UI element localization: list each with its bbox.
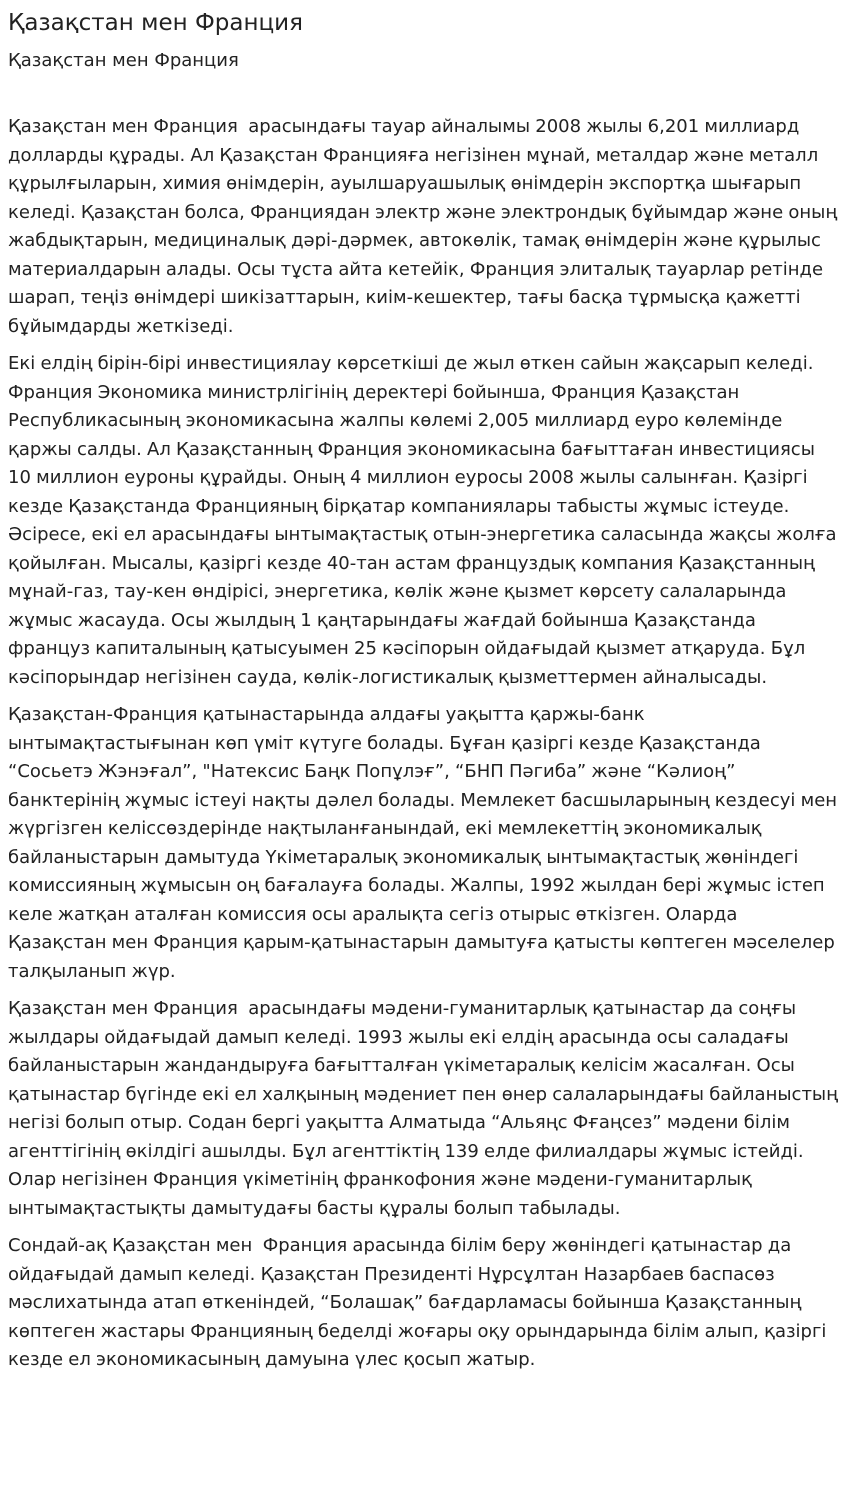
page-subtitle: Қазақстан мен Франция <box>8 50 239 71</box>
page-title: Қазақстан мен Франция <box>8 10 303 36</box>
paragraph-culture: Қазақстан мен Франция арасындағы мәдени-гуманитарлық қатынастар да соңғы жылдары ойдағыдай дамып келеді. 1993 жылы екі елдің арасында осы саладағы байланыстарын жандандыруға бағытталған үкіметаралық келісім жасалған. Осы қатынастар бүгінде екі ел халқының мәдениет пен өнер салаларындағы байланыстың негізі болып отыр. Содан бергі уақытта Алматыда “Альяңс Фғаңсез” мәдени білім агенттігінің өкілдігі ашылды. Бұл агенттіктің 139 елде филиалдары жұмыс істейді. Олар негізінен Франция үкіметінің франкофония және мәдени-гуманитарлық ынтымақтастықты дамытудағы басты құралы болып табылады. <box>8 998 844 1219</box>
paragraph-trade: Қазақстан мен Франция арасындағы тауар айналымы 2008 жылы 6,201 миллиард долларды құрады. Ал Қазақстан Францияға негізінен мұнай, металдар және металл құрылғыларын, химия өнімдерін, ауылшаруашылық өнімдерін экспортқа шығарып келеді. Қазақстан болса, Франциядан электр және электрондық бұйымдар және оның жабдықтарын, медициналық дәрі-дәрмек, автокөлік, тамақ өнімдерін және құрылыс материалдарын алады. Осы тұста айта кетейік, Франция элиталық тауарлар ретінде шарап, теңіз өнімдері шикізаттарын, киім-кешектер, тағы басқа тұрмысқа қажетті бұйымдарды жеткізеді. <box>8 116 843 337</box>
paragraph-finance: Қазақстан-Франция қатынастарында алдағы уақытта қаржы-банк ынтымақтастығынан көп үміт күтуге болады. Бұған қазіргі кезде Қазақстанда “Сосьетэ Жэнэғал”, "Натексис Баңк Попұлэғ”, “БНП Пәгиба” және “Кәлиоң” банктерінің жұмыс істеуі нақты дәлел болады. Мемлекет басшыларының кездесуі мен жүргізген келіссөздерінде нақтыланғанындай, екі мемлекеттің экономикалық байланыстарын дамытуда Үкіметаралық экономикалық ынтымақтастық жөніндегі комиссияның жұмысын оң бағалауға болады. Жалпы, 1992 жылдан бері жұмыс істеп келе жатқан аталған комиссия осы аралықта сегіз отырыс өткізген. Оларда Қазақстан мен Франция қарым-қатынастарын дамытуға қатысты көптеген мәселелер талқыланып жүр. <box>8 704 843 982</box>
paragraph-education: Сондай-ақ Қазақстан мен Франция арасында білім беру жөніндегі қатынастар да ойдағыдай дамып келеді. Қазақстан Президенті Нұрсұлтан Назарбаев баспасөз мәслихатында атап өткеніндей, “Болашақ” бағдарламасы бойынша Қазақстанның көптеген жастары Францияның беделді жоғары оқу орындарында білім алып, қазіргі кезде ел экономикасының дамуына үлес қосып жатыр. <box>8 1235 832 1370</box>
paragraph-investment: Екі елдің бірін-бірі инвестициялау көрсеткіші де жыл өткен сайын жақсарып келеді. Франция Экономика министрлігінің деректері бойынша, Франция Қазақстан Республикасының экономикасына жалпы көлемі 2,005 миллиард еуро көлемінде қаржы салды. Ал Қазақстанның Франция экономикасына бағыттаған инвестициясы 10 миллион еуроны құрайды. Оның 4 миллион еуросы 2008 жылы салынған. Қазіргі кезде Қазақстанда Францияның бірқатар компаниялары табысты жұмыс істеуде. Әсіресе, екі ел арасындағы ынтымақтастық отын-энергетика саласында жақсы жолға қойылған. Мысалы, қазіргі кезде 40-тан астам француздық компания Қазақстанның мұнай-газ, тау-кен өндірісі, энергетика, көлік және қызмет көрсету салаларында жұмыс жасауда. Осы жылдың 1 қаңтарындағы жағдай бойынша Қазақстанда француз капиталының қатысуымен 25 кәсіпорын ойдағыдай қызмет атқаруда. Бұл кәсіпорындар негізінен сауда, көлік-логистикалық қызметтермен айналысады. <box>8 353 842 688</box>
article-body <box>8 113 844 1375</box>
